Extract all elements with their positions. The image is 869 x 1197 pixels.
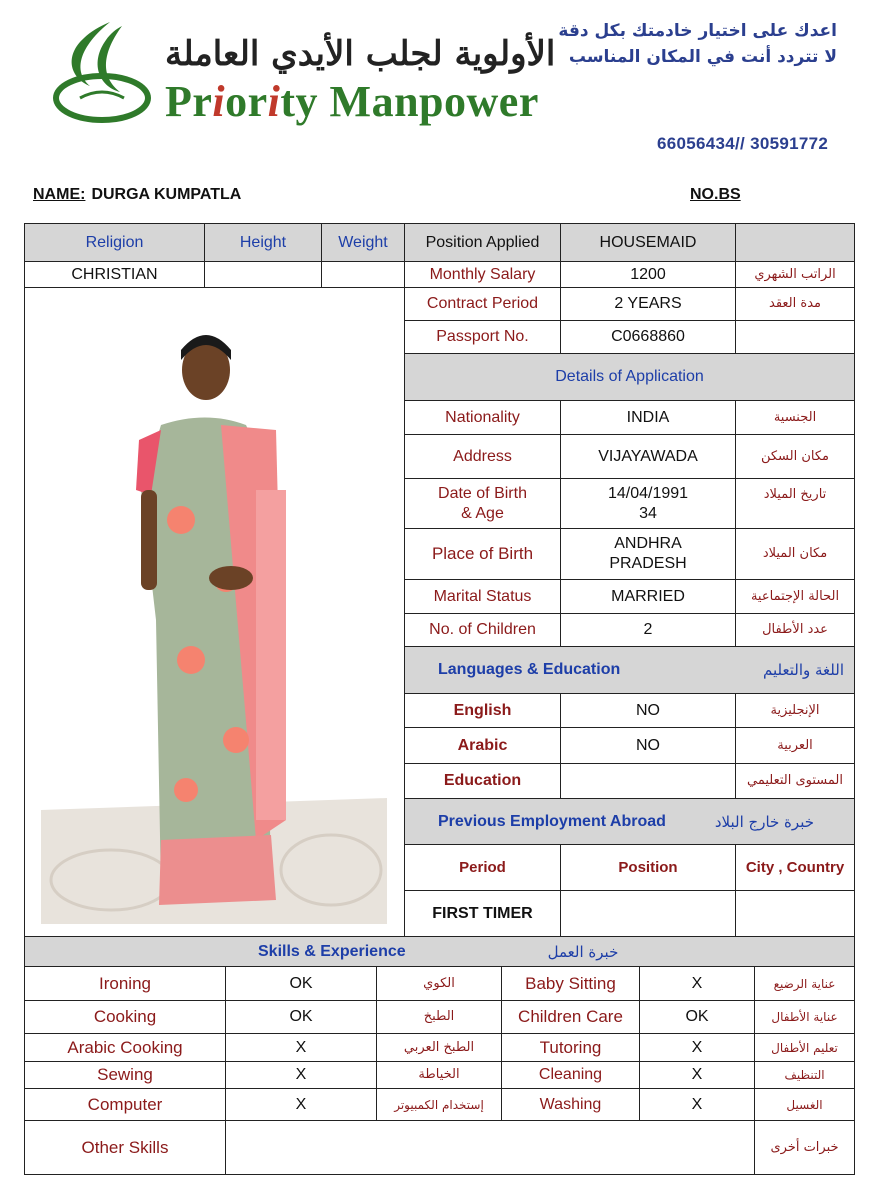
religion-value: CHRISTIAN <box>24 261 205 288</box>
education-value <box>560 763 736 799</box>
skill-tutoring-value: X <box>639 1033 755 1062</box>
children-ar: عدد الأطفال <box>735 613 855 647</box>
skill-ironing-ar: الكوي <box>376 966 502 1001</box>
skill-computer-value: X <box>225 1088 377 1121</box>
skill-sewing-value: X <box>225 1061 377 1089</box>
monthly-salary-label: Monthly Salary <box>404 261 561 288</box>
marital-status-label: Marital Status <box>404 579 561 614</box>
children-label: No. of Children <box>404 613 561 647</box>
place-of-birth-value: ANDHRA PRADESH <box>560 528 736 580</box>
skill-cooking-value: OK <box>225 1000 377 1034</box>
city-country-header: City , Country <box>735 844 855 891</box>
candidate-photo <box>41 320 387 924</box>
contract-period-ar: مدة العقد <box>735 287 855 321</box>
employment-position-value <box>560 890 736 937</box>
skill-babysitting-ar: عناية الرضيع <box>754 966 855 1001</box>
passport-ar <box>735 320 855 354</box>
children-value: 2 <box>560 613 736 647</box>
arabic-value: NO <box>560 727 736 764</box>
skills-title: Skills & Experience خبرة العمل <box>24 936 855 967</box>
skill-ironing-label: Ironing <box>24 966 226 1001</box>
languages-title: Languages & Education اللغة والتعليم <box>404 646 855 694</box>
height-header: Height <box>204 223 322 262</box>
dob-value: 14/04/1991 34 <box>560 478 736 529</box>
monthly-salary-ar: الراتب الشهري <box>735 261 855 288</box>
arabic-label: Arabic <box>404 727 561 764</box>
company-logo-icon <box>50 16 155 126</box>
skill-cleaning-ar: التنظيف <box>754 1061 855 1089</box>
contract-period-label: Contract Period <box>404 287 561 321</box>
nationality-label: Nationality <box>404 400 561 435</box>
position-applied-header: Position Applied <box>404 223 561 262</box>
dob-label: Date of Birth & Age <box>404 478 561 529</box>
employment-period-value: FIRST TIMER <box>404 890 561 937</box>
english-label: English <box>404 693 561 728</box>
position-header: Position <box>560 844 736 891</box>
phone-numbers: 66056434// 30591772 <box>657 134 829 153</box>
skill-washing-value: X <box>639 1088 755 1121</box>
passport-label: Passport No. <box>404 320 561 354</box>
slogan: اعدك على اختيار خادمتك بكل دقة لا تتردد أنت في المكان المناسب <box>558 21 837 67</box>
skill-babysitting-value: X <box>639 966 755 1001</box>
other-skills-label: Other Skills <box>24 1120 226 1175</box>
skill-childrencare-value: OK <box>639 1000 755 1034</box>
passport-value: C0668860 <box>560 320 736 354</box>
employment-city-value <box>735 890 855 937</box>
position-applied-value: HOUSEMAID <box>560 223 736 262</box>
education-label: Education <box>404 763 561 799</box>
skill-cooking-ar: الطبخ <box>376 1000 502 1034</box>
skill-arabiccooking-value: X <box>225 1033 377 1062</box>
contract-period-value: 2 YEARS <box>560 287 736 321</box>
skill-washing-ar: الغسيل <box>754 1088 855 1121</box>
other-skills-value <box>225 1120 755 1175</box>
skill-computer-ar: إستخدام الكمبيوتر <box>376 1088 502 1121</box>
skill-childrencare-ar: عناية الأطفال <box>754 1000 855 1034</box>
skill-cleaning-value: X <box>639 1061 755 1089</box>
marital-status-value: MARRIED <box>560 579 736 614</box>
education-ar: المستوى التعليمي <box>735 763 855 799</box>
place-of-birth-ar: مكان الميلاد <box>735 528 855 580</box>
marital-status-ar: الحالة الإجتماعية <box>735 579 855 614</box>
address-value: VIJAYAWADA <box>560 434 736 479</box>
skill-washing-label: Washing <box>501 1088 640 1121</box>
skill-sewing-label: Sewing <box>24 1061 226 1089</box>
weight-header: Weight <box>321 223 405 262</box>
reference-number: NO.BS <box>690 186 741 203</box>
candidate-name: NAME: DURGA KUMPATLA <box>33 186 242 203</box>
company-name-english: Priority Manpower <box>165 77 539 126</box>
skill-babysitting-label: Baby Sitting <box>501 966 640 1001</box>
dob-ar: تاريخ الميلاد <box>735 478 855 529</box>
english-ar: الإنجليزية <box>735 693 855 728</box>
skill-cooking-label: Cooking <box>24 1000 226 1034</box>
place-of-birth-label: Place of Birth <box>404 528 561 580</box>
position-applied-ar <box>735 223 855 262</box>
address-ar: مكان السكن <box>735 434 855 479</box>
skill-sewing-ar: الخياطة <box>376 1061 502 1089</box>
skill-childrencare-label: Children Care <box>501 1000 640 1034</box>
letterhead <box>0 0 869 170</box>
skill-arabiccooking-label: Arabic Cooking <box>24 1033 226 1062</box>
skill-computer-label: Computer <box>24 1088 226 1121</box>
other-skills-ar: خبرات أخرى <box>754 1120 855 1175</box>
nationality-ar: الجنسية <box>735 400 855 435</box>
skill-tutoring-ar: تعليم الأطفال <box>754 1033 855 1062</box>
details-title: Details of Application <box>404 353 855 401</box>
weight-value <box>321 261 405 288</box>
religion-header: Religion <box>24 223 205 262</box>
english-value: NO <box>560 693 736 728</box>
period-header: Period <box>404 844 561 891</box>
skill-cleaning-label: Cleaning <box>501 1061 640 1089</box>
monthly-salary-value: 1200 <box>560 261 736 288</box>
company-name-arabic: الأولوية لجلب الأيدي العاملة <box>165 34 556 74</box>
arabic-ar: العربية <box>735 727 855 764</box>
skill-ironing-value: OK <box>225 966 377 1001</box>
skill-tutoring-label: Tutoring <box>501 1033 640 1062</box>
skill-arabiccooking-ar: الطبخ العربي <box>376 1033 502 1062</box>
address-label: Address <box>404 434 561 479</box>
employment-title: Previous Employment Abroad خبرة خارج البلاد <box>404 798 855 845</box>
nationality-value: INDIA <box>560 400 736 435</box>
height-value <box>204 261 322 288</box>
